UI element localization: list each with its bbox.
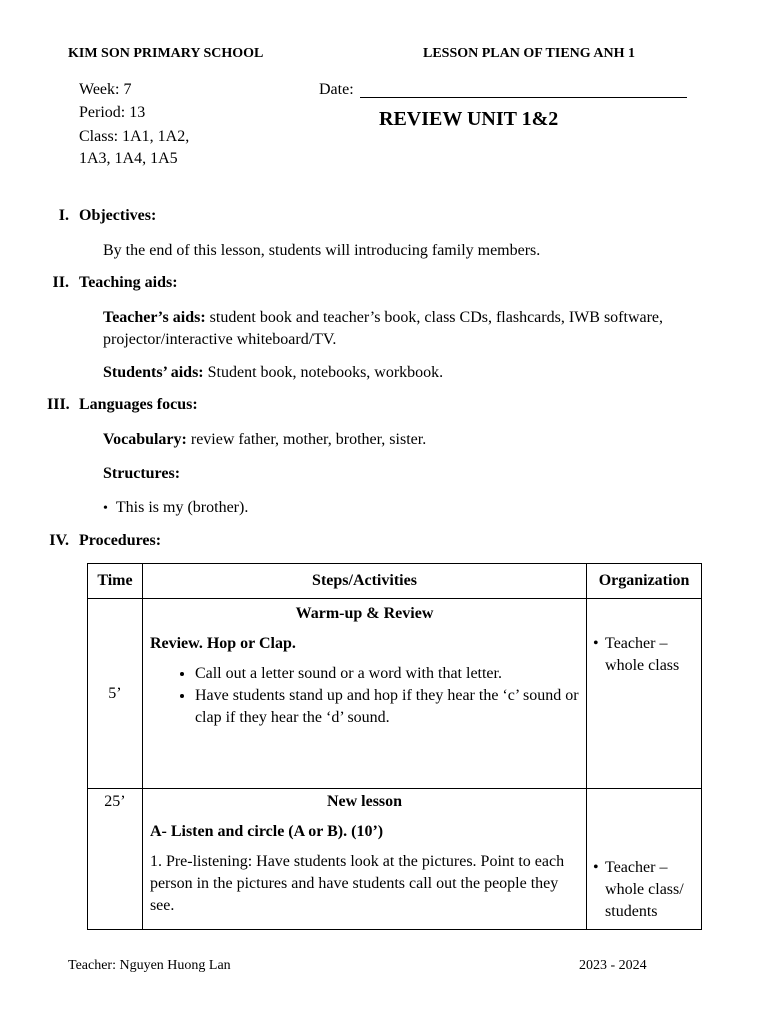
section-number: I. xyxy=(58,207,69,224)
time-value: 5’ xyxy=(108,684,122,702)
section-languages-focus-heading xyxy=(47,396,198,414)
organization-text: Teacher – whole class xyxy=(605,635,680,674)
period-label: Period: 13 xyxy=(79,104,146,121)
list-item: • Have students stand up and hop if they hear the ‘c’ sound or clap if they hear the ‘d’ sound. xyxy=(195,685,586,729)
section-procedures-heading xyxy=(47,532,161,550)
stage-heading: New lesson xyxy=(326,793,403,810)
section-title: Objectives: xyxy=(79,207,157,224)
class-label: Class: 1A1, 1A2, xyxy=(79,128,190,145)
bullet-icon: • xyxy=(103,501,108,516)
structure-text: This is my (brother). xyxy=(115,499,249,516)
organization-item xyxy=(593,857,697,923)
bullet-icon: • xyxy=(593,635,599,652)
stage-heading: Warm-up & Review xyxy=(295,605,434,622)
section-title: Languages focus: xyxy=(79,396,198,413)
vocabulary-paragraph xyxy=(103,429,731,451)
vocabulary-label: Vocabulary: xyxy=(103,431,187,448)
structures-paragraph xyxy=(103,463,180,485)
time-value: 25’ xyxy=(104,793,126,810)
time-cell xyxy=(88,789,143,930)
footer-teacher: Teacher: Nguyen Huong Lan xyxy=(68,958,231,973)
date-label: Date: xyxy=(319,81,354,98)
objectives-text: By the end of this lesson, students will introducing family members. xyxy=(103,242,541,259)
section-teaching-aids-heading xyxy=(47,274,178,292)
footer-year: 2023 - 2024 xyxy=(579,958,647,973)
header-time: Time xyxy=(88,564,143,599)
activity-title: Review. Hop or Clap. xyxy=(149,635,296,652)
section-title: Teaching aids: xyxy=(79,274,178,291)
section-title: Procedures: xyxy=(79,532,162,549)
students-aids-text: Student book, notebooks, workbook. xyxy=(203,364,444,381)
date-blank-line xyxy=(360,97,687,98)
time-cell xyxy=(88,599,143,789)
organization-cell xyxy=(587,789,702,930)
procedures-table xyxy=(87,563,702,930)
activity-paragraph: 1. Pre-listening: Have students look at the pictures. Point to each person in the pictures and have students call out the people they see. xyxy=(149,853,565,914)
vocabulary-text: review father, mother, brother, sister. xyxy=(186,431,427,448)
header-steps-activities: Steps/Activities xyxy=(142,564,586,599)
section-number: III. xyxy=(47,396,70,413)
class-label-cont: 1A3, 1A4, 1A5 xyxy=(79,150,178,167)
teacher-aids-label: Teacher’s aids: xyxy=(103,309,206,326)
list-item: • Call out a letter sound or a word with that letter. xyxy=(195,663,586,685)
table-row xyxy=(88,599,702,789)
week-label: Week: 7 xyxy=(79,81,132,98)
school-name: KIM SON PRIMARY SCHOOL xyxy=(68,46,264,61)
table-row xyxy=(88,789,702,930)
structures-label: Structures: xyxy=(103,465,181,482)
section-number: IV. xyxy=(49,532,69,549)
organization-text: Teacher – whole class/ students xyxy=(605,859,684,920)
plan-title: LESSON PLAN OF TIENG ANH 1 xyxy=(423,46,635,61)
bullet-icon: • xyxy=(593,859,599,876)
activity-cell xyxy=(142,599,586,789)
students-aids-label: Students’ aids: xyxy=(103,364,204,381)
teacher-aids-text: student book and teacher’s book, class CDs, flashcards, IWB software, projector/interactive whiteboard/TV. xyxy=(103,309,664,348)
activity-title: A- Listen and circle (A or B). (10’) xyxy=(149,823,384,840)
organization-cell xyxy=(587,599,702,789)
table-header-row xyxy=(88,564,702,599)
activity-cell xyxy=(142,789,586,930)
structure-bullet-item xyxy=(103,497,248,520)
organization-item xyxy=(593,633,697,677)
students-aids-paragraph xyxy=(103,362,731,384)
header-organization: Organization xyxy=(587,564,702,599)
lesson-title: REVIEW UNIT 1&2 xyxy=(379,108,559,130)
teacher-aids-paragraph xyxy=(103,307,731,351)
activity-bullets xyxy=(143,663,586,729)
section-objectives-heading xyxy=(47,207,156,225)
section-number: II. xyxy=(52,274,69,291)
